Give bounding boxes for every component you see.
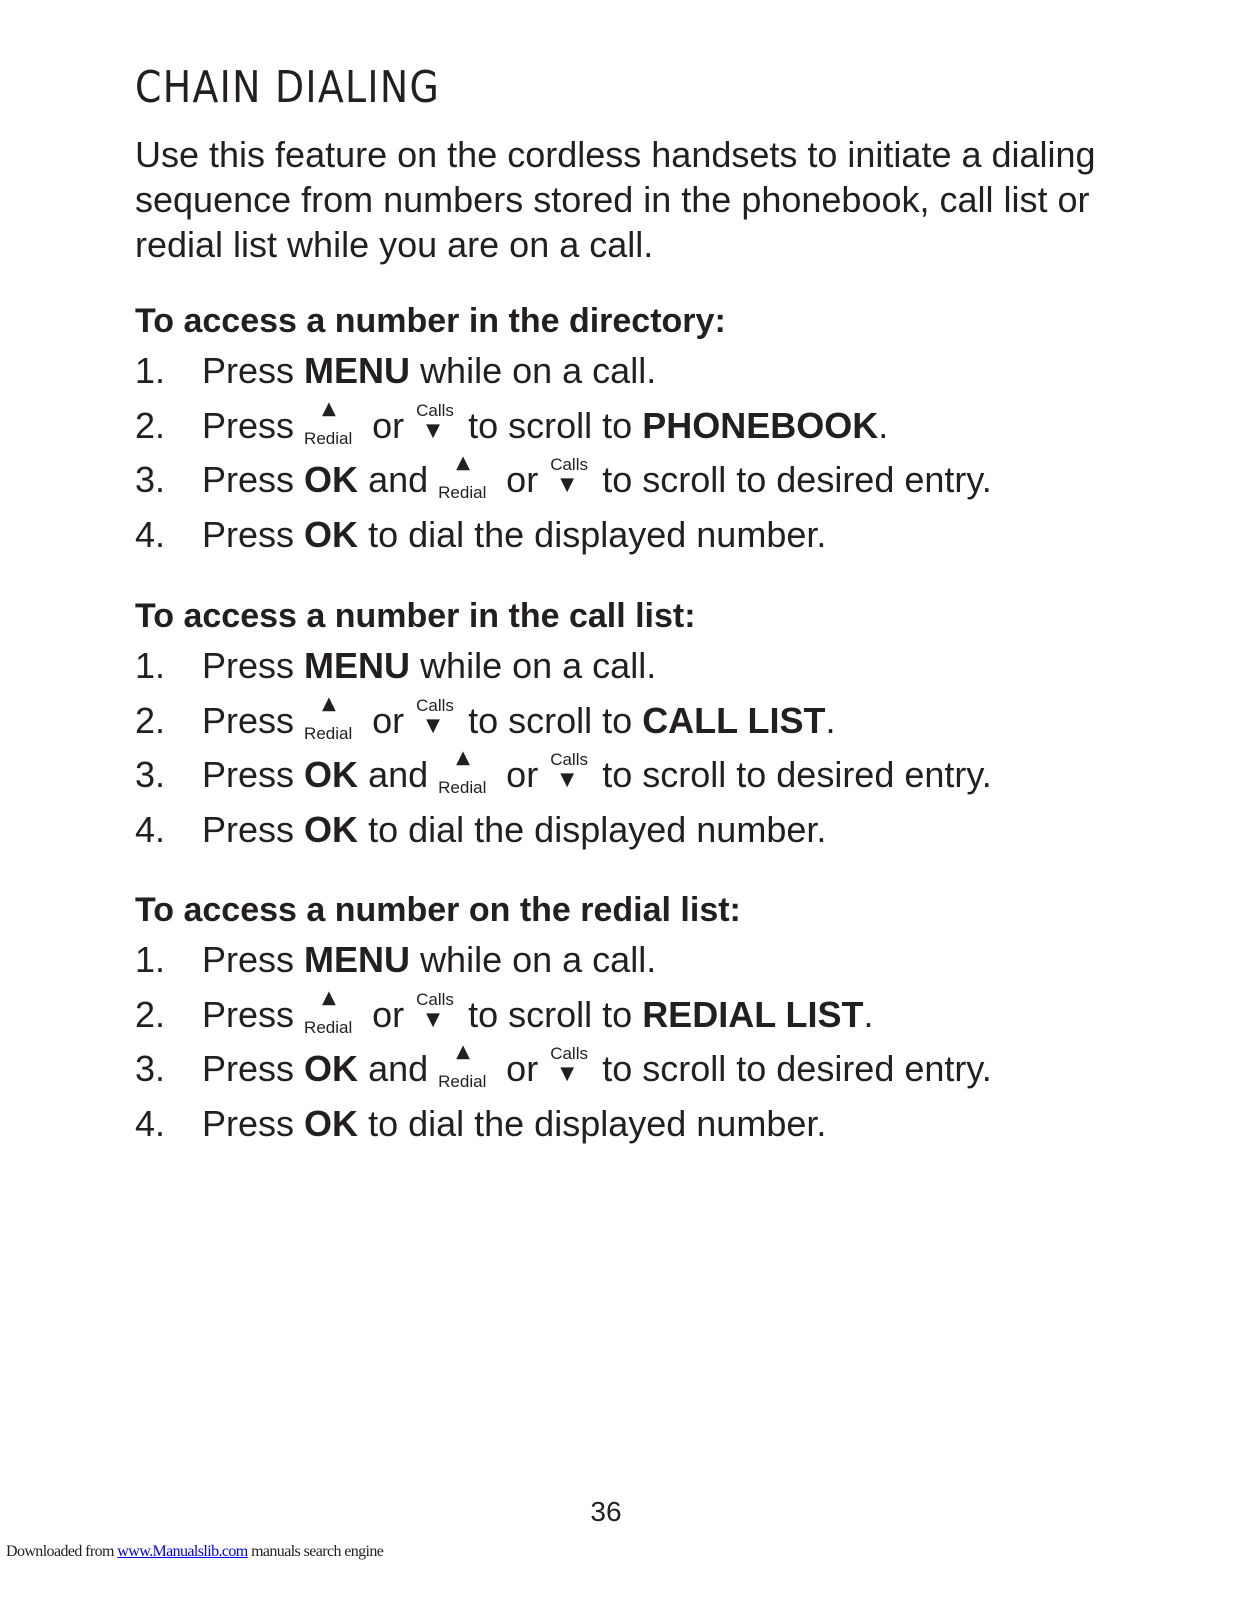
step-number: 2. — [135, 699, 166, 741]
step-number: 1. — [135, 645, 166, 686]
step-rest: to scroll to desired entry. — [602, 754, 992, 795]
period: . — [878, 404, 889, 446]
menu-key-label: MENU — [304, 350, 411, 391]
down-triangle-icon: ▼ — [426, 419, 440, 441]
step-2 — [135, 985, 1135, 1040]
ok-key-label: OK — [304, 754, 359, 795]
and-word: and — [368, 459, 429, 500]
step-text — [202, 513, 827, 555]
step-text — [202, 452, 992, 502]
step-number: 2. — [135, 993, 166, 1035]
press-word: Press — [202, 459, 295, 500]
redial-label: Redial — [438, 483, 487, 502]
step-1 — [135, 341, 1135, 396]
up-triangle-icon: ▲ — [322, 397, 336, 419]
step-text — [202, 1041, 992, 1091]
step-rest: to scroll to desired entry. — [602, 1048, 992, 1089]
manualslib-link[interactable]: www.Manualslib.com — [117, 1543, 248, 1560]
step-text — [202, 692, 836, 743]
press-word: Press — [202, 645, 295, 686]
or-word: or — [506, 754, 539, 795]
press-word: Press — [202, 404, 295, 446]
step-4 — [135, 1094, 1135, 1149]
step-4 — [135, 800, 1135, 855]
press-word: Press — [202, 699, 295, 741]
redial-label: Redial — [438, 778, 487, 797]
step-rest: while on a call. — [420, 939, 657, 980]
down-triangle-icon: ▼ — [560, 1063, 575, 1084]
step-rest: to dial the displayed number. — [368, 513, 827, 555]
step-number: 1. — [135, 939, 166, 980]
step-rest: while on a call. — [420, 350, 657, 391]
step-text — [202, 397, 889, 448]
step-rest: to scroll to — [468, 699, 633, 741]
calls-label: Calls — [416, 989, 454, 1009]
redial-label: Redial — [304, 723, 353, 743]
section-heading: To access a number in the call list: — [135, 597, 696, 635]
menu-key-label: MENU — [304, 645, 411, 686]
calls-label: Calls — [550, 455, 588, 474]
section-call-list — [135, 596, 1135, 854]
step-text — [202, 350, 657, 391]
redial-up-key — [304, 986, 362, 1037]
step-3 — [135, 1039, 1135, 1094]
section-redial-list — [135, 890, 1135, 1148]
target-label: PHONEBOOK — [642, 404, 879, 446]
calls-down-key — [548, 750, 592, 793]
step-number: 4. — [135, 513, 166, 555]
step-rest: to dial the displayed number. — [368, 808, 827, 850]
press-word: Press — [202, 513, 295, 555]
step-number: 4. — [135, 808, 166, 850]
press-word: Press — [202, 1102, 295, 1144]
down-triangle-icon: ▼ — [426, 1008, 440, 1030]
calls-label: Calls — [416, 695, 454, 715]
up-triangle-icon: ▲ — [456, 452, 470, 473]
redial-up-key — [304, 397, 362, 448]
calls-label: Calls — [416, 400, 454, 420]
down-triangle-icon: ▼ — [560, 474, 575, 495]
step-rest: while on a call. — [420, 645, 657, 686]
press-word: Press — [202, 1048, 295, 1089]
step-text — [202, 986, 874, 1037]
press-word: Press — [202, 993, 295, 1035]
press-word: Press — [202, 350, 295, 391]
step-text — [202, 1102, 827, 1144]
menu-key-label: MENU — [304, 939, 411, 980]
target-label: CALL LIST — [642, 699, 826, 741]
press-word: Press — [202, 808, 295, 850]
step-1 — [135, 930, 1135, 985]
step-2 — [135, 396, 1135, 451]
intro-paragraph: Use this feature on the cordless handsets to initiate a dialing sequence from numbers stored in the phonebook, call list or redial list while you are on a call. — [135, 134, 1096, 265]
step-rest: to scroll to — [468, 993, 633, 1035]
step-2 — [135, 691, 1135, 746]
page-title: CHAIN DIALING — [135, 62, 441, 113]
step-rest: to scroll to — [468, 404, 633, 446]
step-rest: to dial the displayed number. — [368, 1102, 827, 1144]
up-triangle-icon: ▲ — [322, 692, 336, 714]
and-word: and — [368, 1048, 429, 1089]
step-3 — [135, 450, 1135, 505]
or-word: or — [506, 1048, 539, 1089]
step-text — [202, 747, 992, 797]
redial-label: Redial — [438, 1072, 487, 1091]
step-3 — [135, 745, 1135, 800]
section-directory — [135, 301, 1135, 559]
redial-label: Redial — [304, 1017, 353, 1037]
step-number: 2. — [135, 404, 166, 446]
calls-down-key — [414, 989, 458, 1033]
period: . — [863, 993, 874, 1035]
down-triangle-icon: ▼ — [426, 714, 440, 736]
period: . — [825, 699, 836, 741]
and-word: and — [368, 754, 429, 795]
or-word: or — [372, 404, 405, 446]
or-word: or — [372, 699, 405, 741]
redial-up-key — [304, 692, 362, 743]
or-word: or — [372, 993, 405, 1035]
step-1 — [135, 636, 1135, 691]
ok-key-label: OK — [304, 1048, 359, 1089]
redial-up-key — [438, 747, 496, 797]
up-triangle-icon: ▲ — [322, 986, 336, 1008]
ok-key-label: OK — [304, 459, 359, 500]
page-number: 36 — [590, 1496, 622, 1527]
ok-key-label: OK — [304, 513, 359, 555]
calls-label: Calls — [550, 1044, 588, 1063]
footer-suffix: manuals search engine — [251, 1543, 384, 1560]
section-heading: To access a number in the directory: — [135, 302, 726, 340]
step-number: 4. — [135, 1102, 166, 1144]
up-triangle-icon: ▲ — [456, 1041, 470, 1062]
ok-key-label: OK — [304, 1102, 359, 1144]
step-number: 1. — [135, 350, 166, 391]
or-word: or — [506, 459, 539, 500]
download-footer — [6, 1543, 383, 1561]
calls-label: Calls — [550, 750, 588, 769]
up-triangle-icon: ▲ — [456, 747, 470, 768]
redial-label: Redial — [304, 428, 353, 448]
step-number: 3. — [135, 1048, 166, 1089]
calls-down-key — [548, 1044, 592, 1087]
step-4 — [135, 505, 1135, 560]
calls-down-key — [414, 400, 458, 444]
step-text — [202, 939, 657, 980]
footer-prefix: Downloaded from — [6, 1543, 114, 1560]
step-number: 3. — [135, 459, 166, 500]
ok-key-label: OK — [304, 808, 359, 850]
section-heading: To access a number on the redial list: — [135, 891, 741, 929]
down-triangle-icon: ▼ — [560, 769, 575, 790]
press-word: Press — [202, 754, 295, 795]
target-label: REDIAL LIST — [642, 993, 864, 1035]
calls-down-key — [414, 695, 458, 739]
step-number: 3. — [135, 754, 166, 795]
redial-up-key — [438, 1041, 496, 1091]
step-text — [202, 808, 827, 850]
calls-down-key — [548, 455, 592, 498]
press-word: Press — [202, 939, 295, 980]
redial-up-key — [438, 452, 496, 502]
step-text — [202, 645, 657, 686]
step-rest: to scroll to desired entry. — [602, 459, 992, 500]
